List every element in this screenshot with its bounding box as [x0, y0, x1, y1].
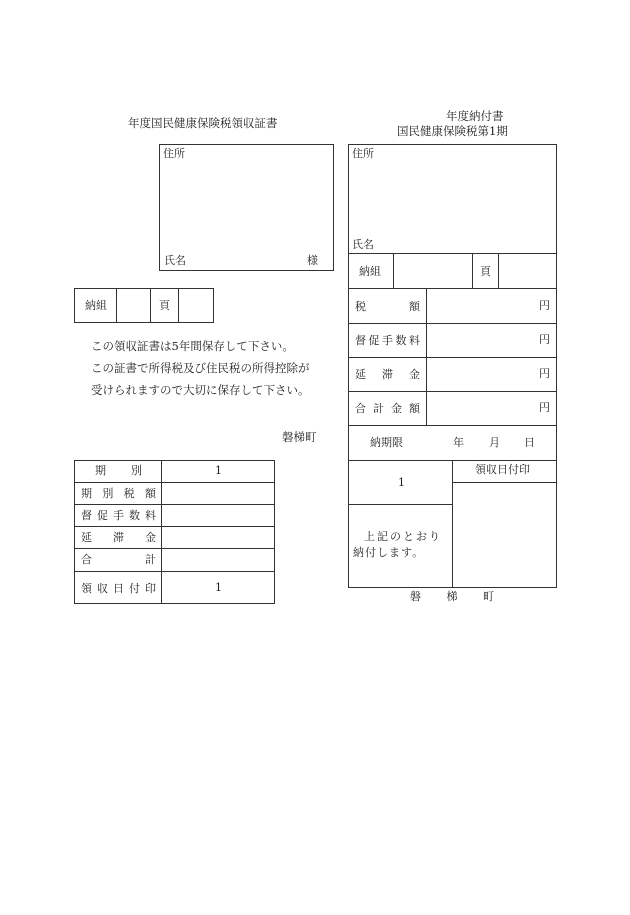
label-char: 合: [355, 401, 366, 415]
label-char: 計: [373, 401, 384, 415]
payment-row-fee: [355, 334, 420, 346]
payment-period-value: 1: [398, 476, 405, 489]
receipt-honorific: 様: [307, 254, 318, 267]
payment-stamp-label: 領収日付印: [475, 463, 530, 476]
label-char: 金: [391, 401, 402, 415]
payment-row-delay: [355, 368, 420, 380]
label-char: 金: [409, 367, 420, 381]
payment-address-label: 住所: [352, 147, 374, 160]
receipt-row-delay: [81, 531, 156, 543]
label-char: 金: [145, 530, 156, 544]
label-char: 額: [409, 299, 420, 313]
receipt-table-row-line: [74, 482, 275, 483]
payment-deadline-month: 月: [489, 436, 500, 449]
receipt-table-row-line: [74, 504, 275, 505]
payment-deadline-year: 年: [453, 436, 464, 449]
receipt-stamp-label: [81, 582, 156, 594]
label-char: 磐: [410, 589, 421, 603]
label-char: 督: [81, 508, 92, 522]
receipt-note-3: 受けられますので大切に保存して下さい。: [91, 383, 310, 397]
label-char: 梯: [446, 589, 458, 603]
payment-kumi-divider-1: [393, 253, 394, 289]
receipt-kumi-divider-3: [178, 288, 179, 323]
label-char: 数: [395, 333, 407, 347]
label-char: 滞: [382, 367, 393, 381]
label-char: 額: [144, 486, 156, 500]
payment-town: [410, 590, 494, 602]
payment-amount-row-line: [348, 357, 557, 358]
label-char: 数: [129, 508, 140, 522]
payment-row-tax: [355, 300, 420, 312]
receipt-table-row-line: [74, 571, 275, 572]
payment-kumi-divider-3: [498, 253, 499, 289]
label-char: 税: [123, 486, 135, 500]
payment-row-delay-unit: 円: [539, 367, 550, 380]
payment-amount-row-line: [348, 391, 557, 392]
receipt-note-1: この領収証書は5年間保存して下さい。: [91, 339, 294, 353]
label-char: 延: [81, 530, 92, 544]
label-char: 滞: [113, 530, 124, 544]
payment-title-line1: 年度納付書: [446, 109, 504, 123]
payment-name-label: 氏名: [352, 238, 374, 251]
label-char: 手: [113, 508, 124, 522]
receipt-table-row-line: [74, 526, 275, 527]
payment-kumi-label: 納組: [359, 265, 381, 278]
receipt-address-box: [159, 144, 334, 271]
receipt-period-label-2: 別: [131, 464, 142, 477]
payment-row-tax-unit: 円: [539, 299, 550, 312]
receipt-period-label: 期: [95, 464, 106, 477]
payment-stamp-header-line: [452, 482, 557, 483]
payment-row-total-unit: 円: [539, 401, 550, 414]
receipt-row-tax: [81, 487, 156, 499]
payment-stamp-divider: [452, 460, 453, 588]
label-char: 町: [483, 589, 494, 603]
label-char: 合: [81, 552, 92, 566]
payment-deadline-label: 納期限: [370, 436, 403, 449]
payment-period-line: [348, 504, 453, 505]
label-char: 日: [113, 581, 124, 595]
label-char: 督: [355, 333, 366, 347]
label-char: 計: [145, 552, 156, 566]
payment-kumi-divider-2: [472, 253, 473, 289]
label-char: 促: [368, 333, 380, 347]
receipt-address-label: 住所: [163, 147, 185, 160]
label-char: 領: [81, 581, 92, 595]
receipt-period-value: 1: [215, 464, 222, 477]
receipt-kumi-divider-2: [150, 288, 151, 323]
receipt-row-fee: [81, 509, 156, 521]
label-char: 額: [409, 401, 420, 415]
payment-statement-line1: 上記のとおり: [364, 530, 442, 543]
receipt-kumi-label: 納組: [85, 299, 107, 312]
label-char: 促: [97, 508, 108, 522]
label-char: 料: [145, 508, 156, 522]
receipt-town: 磐梯町: [282, 430, 317, 444]
label-char: 収: [97, 581, 108, 595]
payment-row-total: [355, 402, 420, 414]
receipt-note-2: この証書で所得税及び住民税の所得控除が: [91, 361, 310, 375]
label-char: 別: [102, 486, 114, 500]
label-char: 付: [129, 581, 140, 595]
receipt-stamp-value: 1: [215, 581, 222, 594]
receipt-row-total: [81, 553, 156, 565]
label-char: 期: [81, 486, 92, 500]
payment-kumi-page-label: 頁: [480, 265, 491, 278]
label-char: 料: [409, 333, 420, 347]
label-char: 手: [382, 333, 393, 347]
receipt-name-label: 氏名: [164, 254, 186, 267]
receipt-kumi-divider-1: [116, 288, 117, 323]
receipt-table-row-line: [74, 548, 275, 549]
label-char: 延: [355, 367, 366, 381]
payment-row-fee-unit: 円: [539, 333, 550, 346]
receipt-title: 年度国民健康保険税領収証書: [128, 116, 278, 130]
label-char: 税: [355, 299, 366, 313]
label-char: 印: [145, 581, 156, 595]
payment-amount-row-line: [348, 323, 557, 324]
payment-title-line2: 国民健康保険税第1期: [397, 124, 508, 138]
payment-kumi-top-line: [348, 253, 557, 254]
payment-deadline-day: 日: [524, 436, 535, 449]
payment-statement-line2: 納付します。: [353, 546, 425, 559]
payment-amount-row-line: [348, 425, 557, 426]
receipt-kumi-page-label: 頁: [159, 299, 170, 312]
